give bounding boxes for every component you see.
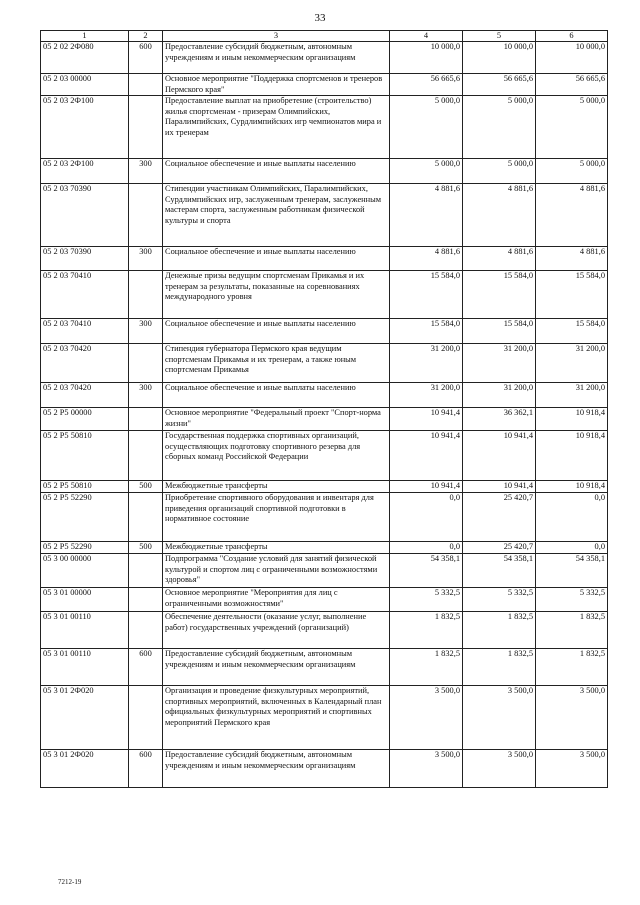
row-value-col6-cell: 10 918,4	[536, 481, 608, 493]
row-code-cell: 05 3 01 2Ф020	[41, 750, 129, 788]
table-row	[41, 554, 608, 588]
table-row	[41, 271, 608, 319]
row-description-cell: Социальное обеспечение и иные выплаты населению	[163, 159, 390, 184]
row-value-col6-cell: 4 881,6	[536, 247, 608, 271]
row-value-col4-cell: 3 500,0	[390, 750, 463, 788]
row-value-col5-cell: 3 500,0	[463, 750, 536, 788]
row-value-col4-cell: 5 000,0	[390, 96, 463, 159]
row-value-col6-cell: 15 584,0	[536, 271, 608, 319]
row-expense-type-cell	[129, 344, 163, 383]
row-value-col5-cell: 4 881,6	[463, 247, 536, 271]
row-value-col4-cell: 3 500,0	[390, 686, 463, 750]
table-row	[41, 481, 608, 493]
row-value-col6-cell: 10 918,4	[536, 408, 608, 431]
row-value-col4-cell: 10 941,4	[390, 481, 463, 493]
table-row	[41, 750, 608, 788]
row-value-col4-cell: 4 881,6	[390, 184, 463, 247]
column-header-6: 6	[536, 31, 608, 42]
row-code-cell: 05 2 03 70420	[41, 383, 129, 408]
row-expense-type-cell: 300	[129, 159, 163, 184]
row-description-cell: Предоставление субсидий бюджетным, автономным учреждениям и иным некоммерческим организациям	[163, 649, 390, 686]
table-row	[41, 542, 608, 554]
row-code-cell: 05 3 01 2Ф020	[41, 686, 129, 750]
row-description-cell: Предоставление выплат на приобретение (строительство) жилья спортсменам - призерам Олимпийских, Паралимпийских, Сурдлимпийских игр чемпионатов мира и их тренерам	[163, 96, 390, 159]
row-value-col5-cell: 5 000,0	[463, 159, 536, 184]
table-row	[41, 588, 608, 612]
row-expense-type-cell: 500	[129, 542, 163, 554]
row-value-col5-cell: 5 332,5	[463, 588, 536, 612]
table-row	[41, 383, 608, 408]
column-header-4: 4	[390, 31, 463, 42]
row-code-cell: 05 3 00 00000	[41, 554, 129, 588]
table-row	[41, 686, 608, 750]
row-value-col5-cell: 36 362,1	[463, 408, 536, 431]
column-header-5: 5	[463, 31, 536, 42]
row-value-col6-cell: 10 000,0	[536, 42, 608, 74]
row-value-col4-cell: 10 000,0	[390, 42, 463, 74]
row-value-col4-cell: 15 584,0	[390, 271, 463, 319]
row-code-cell: 05 2 03 00000	[41, 74, 129, 96]
row-expense-type-cell: 500	[129, 481, 163, 493]
row-value-col4-cell: 10 941,4	[390, 431, 463, 481]
row-expense-type-cell	[129, 431, 163, 481]
row-value-col4-cell: 10 941,4	[390, 408, 463, 431]
row-expense-type-cell: 600	[129, 649, 163, 686]
table-row	[41, 159, 608, 184]
row-value-col5-cell: 25 420,7	[463, 542, 536, 554]
row-expense-type-cell	[129, 554, 163, 588]
row-value-col6-cell: 10 918,4	[536, 431, 608, 481]
table-body	[41, 42, 608, 788]
row-description-cell: Социальное обеспечение и иные выплаты населению	[163, 247, 390, 271]
row-value-col4-cell: 5 332,5	[390, 588, 463, 612]
row-code-cell: 05 2 03 2Ф100	[41, 159, 129, 184]
row-code-cell: 05 2 03 2Ф100	[41, 96, 129, 159]
row-code-cell: 05 3 01 00110	[41, 612, 129, 649]
row-code-cell: 05 2 Р5 50810	[41, 431, 129, 481]
row-value-col6-cell: 5 332,5	[536, 588, 608, 612]
row-code-cell: 05 2 03 70410	[41, 319, 129, 344]
row-value-col4-cell: 4 881,6	[390, 247, 463, 271]
row-description-cell: Основное мероприятие "Поддержка спортсменов и тренеров Пермского края"	[163, 74, 390, 96]
row-description-cell: Стипендия губернатора Пермского края ведущим спортсменам Прикамья и их тренерам, а также юным спортсменам Прикамья	[163, 344, 390, 383]
row-code-cell: 05 2 03 70410	[41, 271, 129, 319]
row-value-col6-cell: 54 358,1	[536, 554, 608, 588]
row-expense-type-cell	[129, 588, 163, 612]
table-row	[41, 42, 608, 74]
row-code-cell: 05 2 03 70390	[41, 247, 129, 271]
row-code-cell: 05 2 Р5 00000	[41, 408, 129, 431]
table-row	[41, 74, 608, 96]
row-description-cell: Основное мероприятие "Мероприятия для лиц с ограниченными возможностями"	[163, 588, 390, 612]
row-code-cell: 05 2 03 70390	[41, 184, 129, 247]
table-row	[41, 612, 608, 649]
row-value-col4-cell: 1 832,5	[390, 612, 463, 649]
row-description-cell: Социальное обеспечение и иные выплаты населению	[163, 319, 390, 344]
row-description-cell: Организация и проведение физкультурных мероприятий, спортивных мероприятий, включенных в Календарный план официальных физкультурных мероприятий и спортивных мероприятий Пермского края	[163, 686, 390, 750]
page-number: 33	[314, 12, 326, 24]
row-expense-type-cell	[129, 96, 163, 159]
row-expense-type-cell	[129, 686, 163, 750]
table-row	[41, 649, 608, 686]
row-code-cell: 05 2 Р5 50810	[41, 481, 129, 493]
row-value-col4-cell: 56 665,6	[390, 74, 463, 96]
row-value-col5-cell: 5 000,0	[463, 96, 536, 159]
row-value-col5-cell: 1 832,5	[463, 649, 536, 686]
row-description-cell: Межбюджетные трансферты	[163, 542, 390, 554]
row-value-col5-cell: 25 420,7	[463, 493, 536, 542]
row-value-col6-cell: 15 584,0	[536, 319, 608, 344]
row-value-col4-cell: 31 200,0	[390, 344, 463, 383]
row-code-cell: 05 3 01 00000	[41, 588, 129, 612]
table-header-row	[41, 31, 608, 42]
row-description-cell: Обеспечение деятельности (оказание услуг, выполнение работ) государственных учреждений (организаций)	[163, 612, 390, 649]
table-row	[41, 319, 608, 344]
row-expense-type-cell	[129, 493, 163, 542]
row-code-cell: 05 3 01 00110	[41, 649, 129, 686]
row-value-col5-cell: 31 200,0	[463, 383, 536, 408]
row-value-col5-cell: 3 500,0	[463, 686, 536, 750]
row-value-col6-cell: 0,0	[536, 493, 608, 542]
row-value-col5-cell: 31 200,0	[463, 344, 536, 383]
row-value-col6-cell: 56 665,6	[536, 74, 608, 96]
row-description-cell: Денежные призы ведущим спортсменам Прикамья и их тренерам за результаты, показанные на соревнованиях международного уровня	[163, 271, 390, 319]
row-value-col6-cell: 5 000,0	[536, 159, 608, 184]
row-value-col4-cell: 0,0	[390, 542, 463, 554]
row-value-col4-cell: 31 200,0	[390, 383, 463, 408]
row-expense-type-cell: 300	[129, 319, 163, 344]
column-header-1: 1	[41, 31, 129, 42]
row-value-col6-cell: 31 200,0	[536, 344, 608, 383]
column-header-3: 3	[163, 31, 390, 42]
row-value-col6-cell: 4 881,6	[536, 184, 608, 247]
row-value-col5-cell: 4 881,6	[463, 184, 536, 247]
row-value-col4-cell: 0,0	[390, 493, 463, 542]
row-expense-type-cell	[129, 612, 163, 649]
row-description-cell: Государственная поддержка спортивных организаций, осуществляющих подготовку спортивного резерва для сборных команд Российской Федерации	[163, 431, 390, 481]
table-row	[41, 184, 608, 247]
row-code-cell: 05 2 Р5 52290	[41, 493, 129, 542]
table-row	[41, 493, 608, 542]
row-value-col6-cell: 0,0	[536, 542, 608, 554]
row-value-col6-cell: 1 832,5	[536, 649, 608, 686]
row-description-cell: Социальное обеспечение и иные выплаты населению	[163, 383, 390, 408]
row-value-col6-cell: 5 000,0	[536, 96, 608, 159]
row-value-col5-cell: 10 000,0	[463, 42, 536, 74]
row-value-col4-cell: 54 358,1	[390, 554, 463, 588]
row-expense-type-cell	[129, 184, 163, 247]
row-value-col5-cell: 15 584,0	[463, 319, 536, 344]
row-value-col6-cell: 1 832,5	[536, 612, 608, 649]
row-expense-type-cell: 600	[129, 42, 163, 74]
row-value-col4-cell: 15 584,0	[390, 319, 463, 344]
row-value-col6-cell: 3 500,0	[536, 750, 608, 788]
row-description-cell: Стипендии участникам Олимпийских, Паралимпийских, Сурдлимпийских игр, заслуженным тренерам, заслуженным мастерам спорта, заслуженным работникам физической культуры и спорта	[163, 184, 390, 247]
row-value-col5-cell: 10 941,4	[463, 481, 536, 493]
column-header-2: 2	[129, 31, 163, 42]
table-row	[41, 408, 608, 431]
row-code-cell: 05 2 03 70420	[41, 344, 129, 383]
table-row	[41, 431, 608, 481]
row-description-cell: Подпрограмма "Создание условий для занятий физической культурой и спортом лиц с ограниченными возможностями здоровья"	[163, 554, 390, 588]
table-row	[41, 247, 608, 271]
row-value-col6-cell: 31 200,0	[536, 383, 608, 408]
row-expense-type-cell: 600	[129, 750, 163, 788]
row-value-col6-cell: 3 500,0	[536, 686, 608, 750]
row-value-col5-cell: 15 584,0	[463, 271, 536, 319]
row-expense-type-cell: 300	[129, 383, 163, 408]
table-row	[41, 96, 608, 159]
row-value-col4-cell: 1 832,5	[390, 649, 463, 686]
row-expense-type-cell	[129, 271, 163, 319]
row-code-cell: 05 2 02 2Ф080	[41, 42, 129, 74]
row-description-cell: Приобретение спортивного оборудования и инвентаря для приведения организаций спортивной подготовки в нормативное состояние	[163, 493, 390, 542]
budget-table	[40, 30, 608, 788]
row-expense-type-cell	[129, 74, 163, 96]
row-value-col5-cell: 1 832,5	[463, 612, 536, 649]
row-description-cell: Предоставление субсидий бюджетным, автономным учреждениям и иным некоммерческим организациям	[163, 750, 390, 788]
footer-code: 7212-19	[58, 878, 82, 886]
row-value-col5-cell: 54 358,1	[463, 554, 536, 588]
row-value-col5-cell: 10 941,4	[463, 431, 536, 481]
row-expense-type-cell: 300	[129, 247, 163, 271]
row-code-cell: 05 2 Р5 52290	[41, 542, 129, 554]
row-expense-type-cell	[129, 408, 163, 431]
row-description-cell: Межбюджетные трансферты	[163, 481, 390, 493]
row-value-col5-cell: 56 665,6	[463, 74, 536, 96]
table-row	[41, 344, 608, 383]
row-description-cell: Основное мероприятие "Федеральный проект "Спорт-норма жизни"	[163, 408, 390, 431]
row-value-col4-cell: 5 000,0	[390, 159, 463, 184]
row-description-cell: Предоставление субсидий бюджетным, автономным учреждениям и иным некоммерческим организациям	[163, 42, 390, 74]
